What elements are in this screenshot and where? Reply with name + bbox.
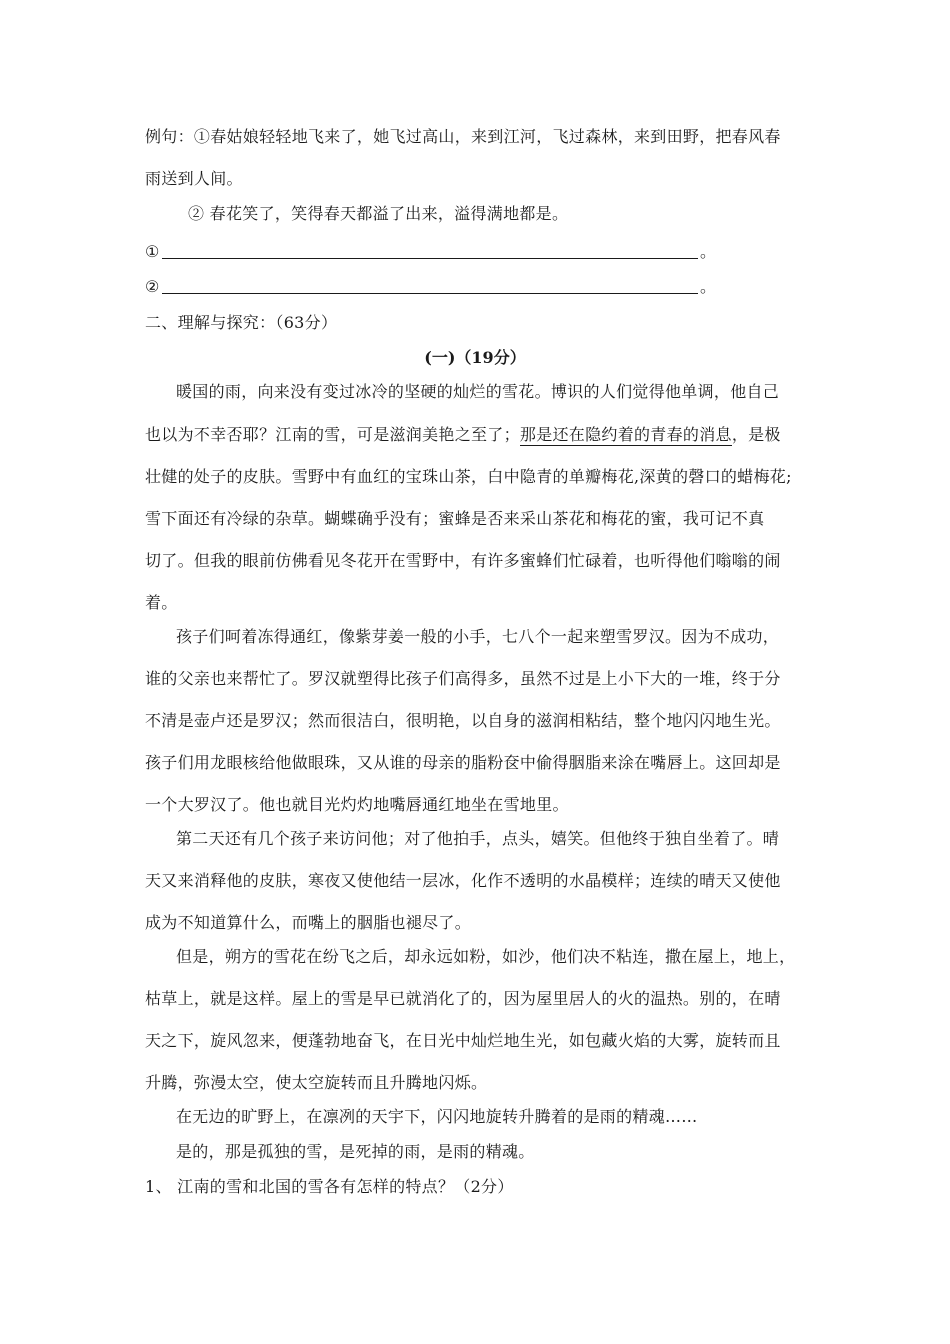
passage-line: 天之下，旋风忽来，便蓬勃地奋飞，在日光中灿烂地生光，如包藏火焰的大雾，旋转而且: [145, 1031, 781, 1050]
passage-line: 但是，朔方的雪花在纷飞之后，却永远如粉，如沙，他们决不粘连，撒在屋上，地上，: [176, 947, 796, 966]
passage-line: 在无边的旷野上，在凛冽的天宇下，闪闪地旋转升腾着的是雨的精魂……: [176, 1107, 698, 1126]
passage-line: 天又来消释他的皮肤，寒夜又使他结一层冰，化作不透明的水晶模样；连续的晴天又使他: [145, 871, 781, 890]
passage-line: 成为不知道算什么，而嘴上的胭脂也褪尽了。: [145, 913, 472, 932]
passage-line: 一个大罗汉了。他也就目光灼灼地嘴唇通红地坐在雪地里。: [145, 795, 569, 814]
answer-underline: [162, 293, 698, 294]
passage-line: 不清是壶卢还是罗汉；然而很洁白，很明艳，以自身的滋润相粘结，整个地闪闪地生光。: [145, 711, 781, 730]
passage-line: 升腾，弥漫太空，使太空旋转而且升腾地闪烁。: [145, 1073, 488, 1092]
answer-underline: [162, 258, 698, 259]
passage-line: 壮健的处子的皮肤。雪野中有血红的宝珠山茶，白中隐青的单瓣梅花,深黄的磬口的蜡梅花;: [145, 467, 792, 486]
passage-line: 着。: [145, 593, 178, 612]
blank-number: ②: [145, 277, 160, 296]
section-heading: 二、理解与探究：（63分）: [145, 313, 338, 332]
passage-line: [145, 425, 781, 445]
blank-number: ①: [145, 242, 160, 261]
passage-line: 是的，那是孤独的雪，是死掉的雨，是雨的精魂。: [176, 1142, 535, 1161]
example-line-2: 雨送到人间。: [145, 169, 243, 188]
example-line-1: 例句：①春姑娘轻轻地飞来了，她飞过高山，来到江河，飞过森林，来到田野，把春风春: [145, 127, 781, 146]
blank-period: 。: [700, 242, 717, 261]
text-segment: ，是极: [731, 425, 781, 444]
passage-title: (一)（19分）: [424, 348, 526, 367]
passage-line: 孩子们用龙眼核给他做眼珠，又从谁的母亲的脂粉奁中偷得胭脂来涂在嘴唇上。这回却是: [145, 753, 781, 772]
question-1: 1、 江南的雪和北国的雪各有怎样的特点？（2分）: [145, 1177, 514, 1196]
blank-period: 。: [700, 277, 717, 296]
passage-line: 暖国的雨，向来没有变过冰冷的坚硬的灿烂的雪花。博识的人们觉得他单调，他自己: [176, 382, 780, 401]
passage-line: 枯草上，就是这样。屋上的雪是早已就消化了的，因为屋里居人的火的温热。别的，在晴: [145, 989, 781, 1008]
passage-line: 切了。但我的眼前仿佛看见冬花开在雪野中，有许多蜜蜂们忙碌着，也听得他们嗡嗡的闹: [145, 551, 781, 570]
passage-line: 孩子们呵着冻得通红，像紫芽姜一般的小手，七八个一起来塑雪罗汉。因为不成功，: [176, 627, 780, 646]
passage-line: 第二天还有几个孩子来访问他；对了他拍手，点头，嬉笑。但他终于独自坐着了。晴: [176, 829, 780, 848]
answer-blank-1[interactable]: [145, 242, 715, 262]
text-segment: 也以为不幸否耶？江南的雪，可是滋润美艳之至了；: [145, 425, 520, 444]
passage-line: 谁的父亲也来帮忙了。罗汉就塑得比孩子们高得多，虽然不过是上小下大的一堆，终于分: [145, 669, 781, 688]
answer-blank-2[interactable]: [145, 277, 715, 297]
example-line-3: ② 春花笑了，笑得春天都溢了出来，溢得满地都是。: [188, 204, 569, 223]
underlined-sentence: 那是还在隐约着的青春的消息: [519, 425, 732, 444]
passage-line: 雪下面还有冷绿的杂草。蝴蝶确乎没有；蜜蜂是否来采山茶花和梅花的蜜，我可记不真: [145, 509, 765, 528]
